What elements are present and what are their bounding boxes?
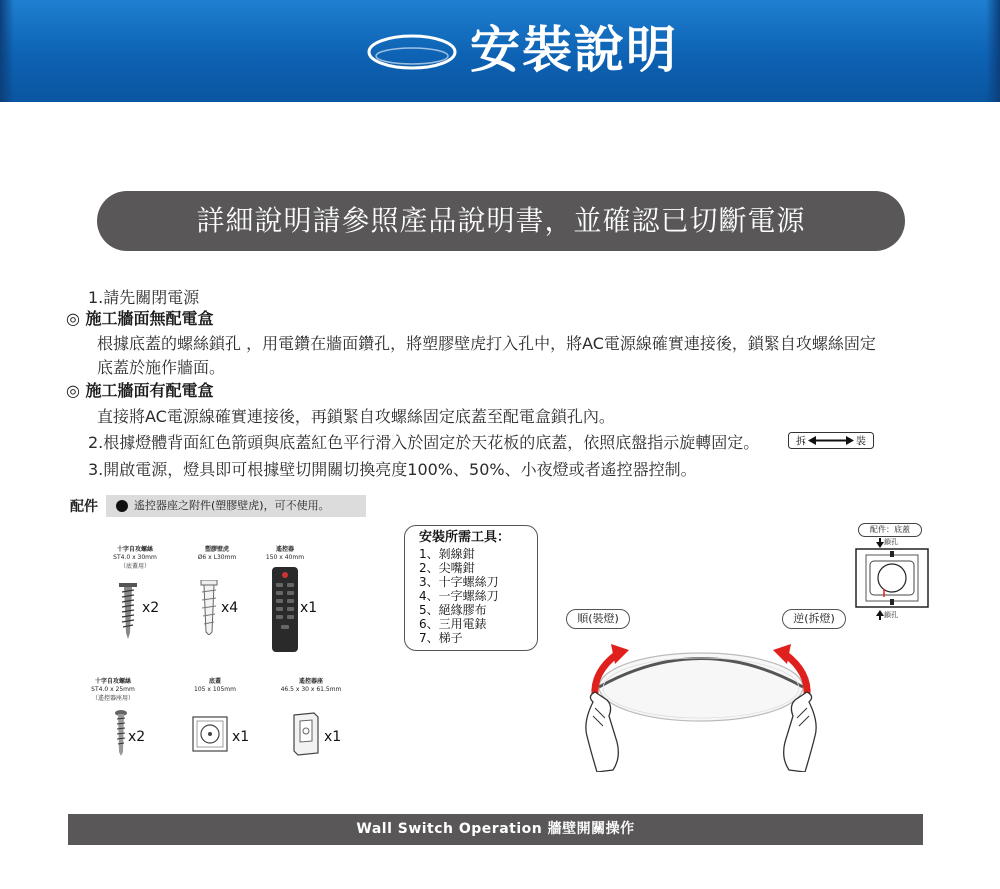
remote-holder-icon: [290, 711, 322, 757]
base-plate-diagram: [852, 547, 932, 609]
short-screw-icon: [114, 710, 128, 756]
part-quantity: x2: [128, 729, 146, 745]
part-name: 塑膠壁虎: [204, 546, 229, 553]
accessories-note: 遙控器座之附件(塑膠壁虎)，可不使用。: [134, 499, 330, 512]
wall-anchor-icon: [199, 580, 219, 635]
remote-control-icon: [272, 567, 298, 652]
counterclockwise-remove-label: 逆(拆燈): [782, 609, 846, 629]
part-spec: 150 x 40mm: [265, 554, 305, 561]
section-no-junction-box: ◎ 施工牆面無配電盒: [66, 309, 214, 328]
ceiling-lamp-icon: [366, 32, 458, 72]
accessories-note-bar: [106, 495, 366, 517]
part-spec: ST4.0 x 30mm: [113, 554, 157, 561]
tool-item: 2、尖嘴鉗: [419, 561, 475, 575]
part-quantity: x1: [300, 600, 318, 616]
banner-edge-left: [0, 0, 14, 102]
header-banner: [0, 0, 1000, 102]
bullet-icon: [116, 500, 128, 512]
screw-hole-bottom-label: 鎖孔: [884, 611, 898, 619]
long-screw-icon: [116, 583, 140, 639]
section-with-junction-box: ◎ 施工牆面有配電盒: [66, 381, 214, 400]
base-accessory-tag: 配件：底蓋: [858, 523, 922, 537]
part-note: （底蓋用）: [119, 563, 150, 570]
part-name: 底蓋: [208, 678, 221, 685]
part-note: （遙控器座用）: [91, 695, 134, 702]
required-tools-box: [404, 525, 538, 651]
step-1: 1.請先關閉電源: [88, 288, 200, 307]
part-spec: 105 x 105mm: [194, 686, 236, 693]
part-name: 遙控器座: [298, 678, 323, 685]
rotate-direction-chip: [788, 432, 874, 449]
safety-notice-text: 詳細說明請參照產品說明書，並確認已切斷電源: [196, 204, 806, 237]
part-name: 遙控器: [275, 546, 294, 553]
tools-title: 安裝所需工具：: [419, 530, 511, 545]
tool-item: 4、一字螺絲刀: [419, 589, 499, 603]
step-3: 3.開啟電源，燈具即可根據壁切開關切換亮度100%、50%、小夜燈或者遙控器控制。: [88, 460, 697, 479]
part-name: 十字自攻螺絲: [94, 678, 131, 685]
wall-switch-heading: Wall Switch Operation 牆壁開關操作: [356, 821, 635, 837]
accessories-label: 配件: [70, 499, 98, 515]
wall-switch-section-bar: [68, 814, 923, 845]
section-a-text-line2: 底蓋於施作牆面。: [97, 358, 226, 377]
part-quantity: x1: [324, 729, 342, 745]
part-spec: ST4.0 x 25mm: [91, 686, 135, 693]
step-2: 2.根據燈體背面紅色箭頭與底蓋紅色平行滑入於固定於天花板的底蓋，依照底盤指示旋轉固定。: [88, 433, 760, 452]
screw-hole-top-label: 鎖孔: [884, 538, 898, 546]
part-quantity: x1: [232, 729, 250, 745]
tool-item: 7、梯子: [419, 631, 463, 645]
chip-remove-label: 拆: [796, 436, 806, 448]
section-a-text-line1: 根據底蓋的螺絲鎖孔 ，用電鑽在牆面鑽孔，將塑膠壁虎打入孔中，將AC電源線確實連接後，鎖緊自攻螺絲固定: [97, 334, 876, 353]
chip-install-label: 裝: [856, 436, 866, 448]
base-plate-icon: [192, 716, 228, 752]
tool-item: 5、絕緣膠布: [419, 603, 487, 617]
tool-item: 1、剝線鉗: [419, 547, 475, 561]
banner-edge-right: [986, 0, 1000, 102]
lamp-rotation-illustration: [575, 632, 830, 772]
tool-item: 6、三用電錶: [419, 617, 487, 631]
part-spec: Ø6 x L30mm: [197, 554, 237, 561]
page-title: 安裝說明: [470, 21, 678, 79]
arrow-up-icon: [876, 610, 884, 620]
section-b-text-line1: 直接將AC電源線確實連接後，再鎖緊自攻螺絲固定底蓋至配電盒鎖孔內。: [97, 407, 615, 426]
clockwise-install-label: 順(裝燈): [566, 609, 630, 629]
part-spec: 46.5 x 30 x 61.5mm: [280, 686, 342, 693]
tool-item: 3、十字螺絲刀: [419, 575, 499, 589]
part-quantity: x4: [221, 600, 239, 616]
part-name: 十字自攻螺絲: [116, 546, 153, 553]
part-quantity: x2: [142, 600, 160, 616]
safety-notice: [97, 191, 905, 251]
